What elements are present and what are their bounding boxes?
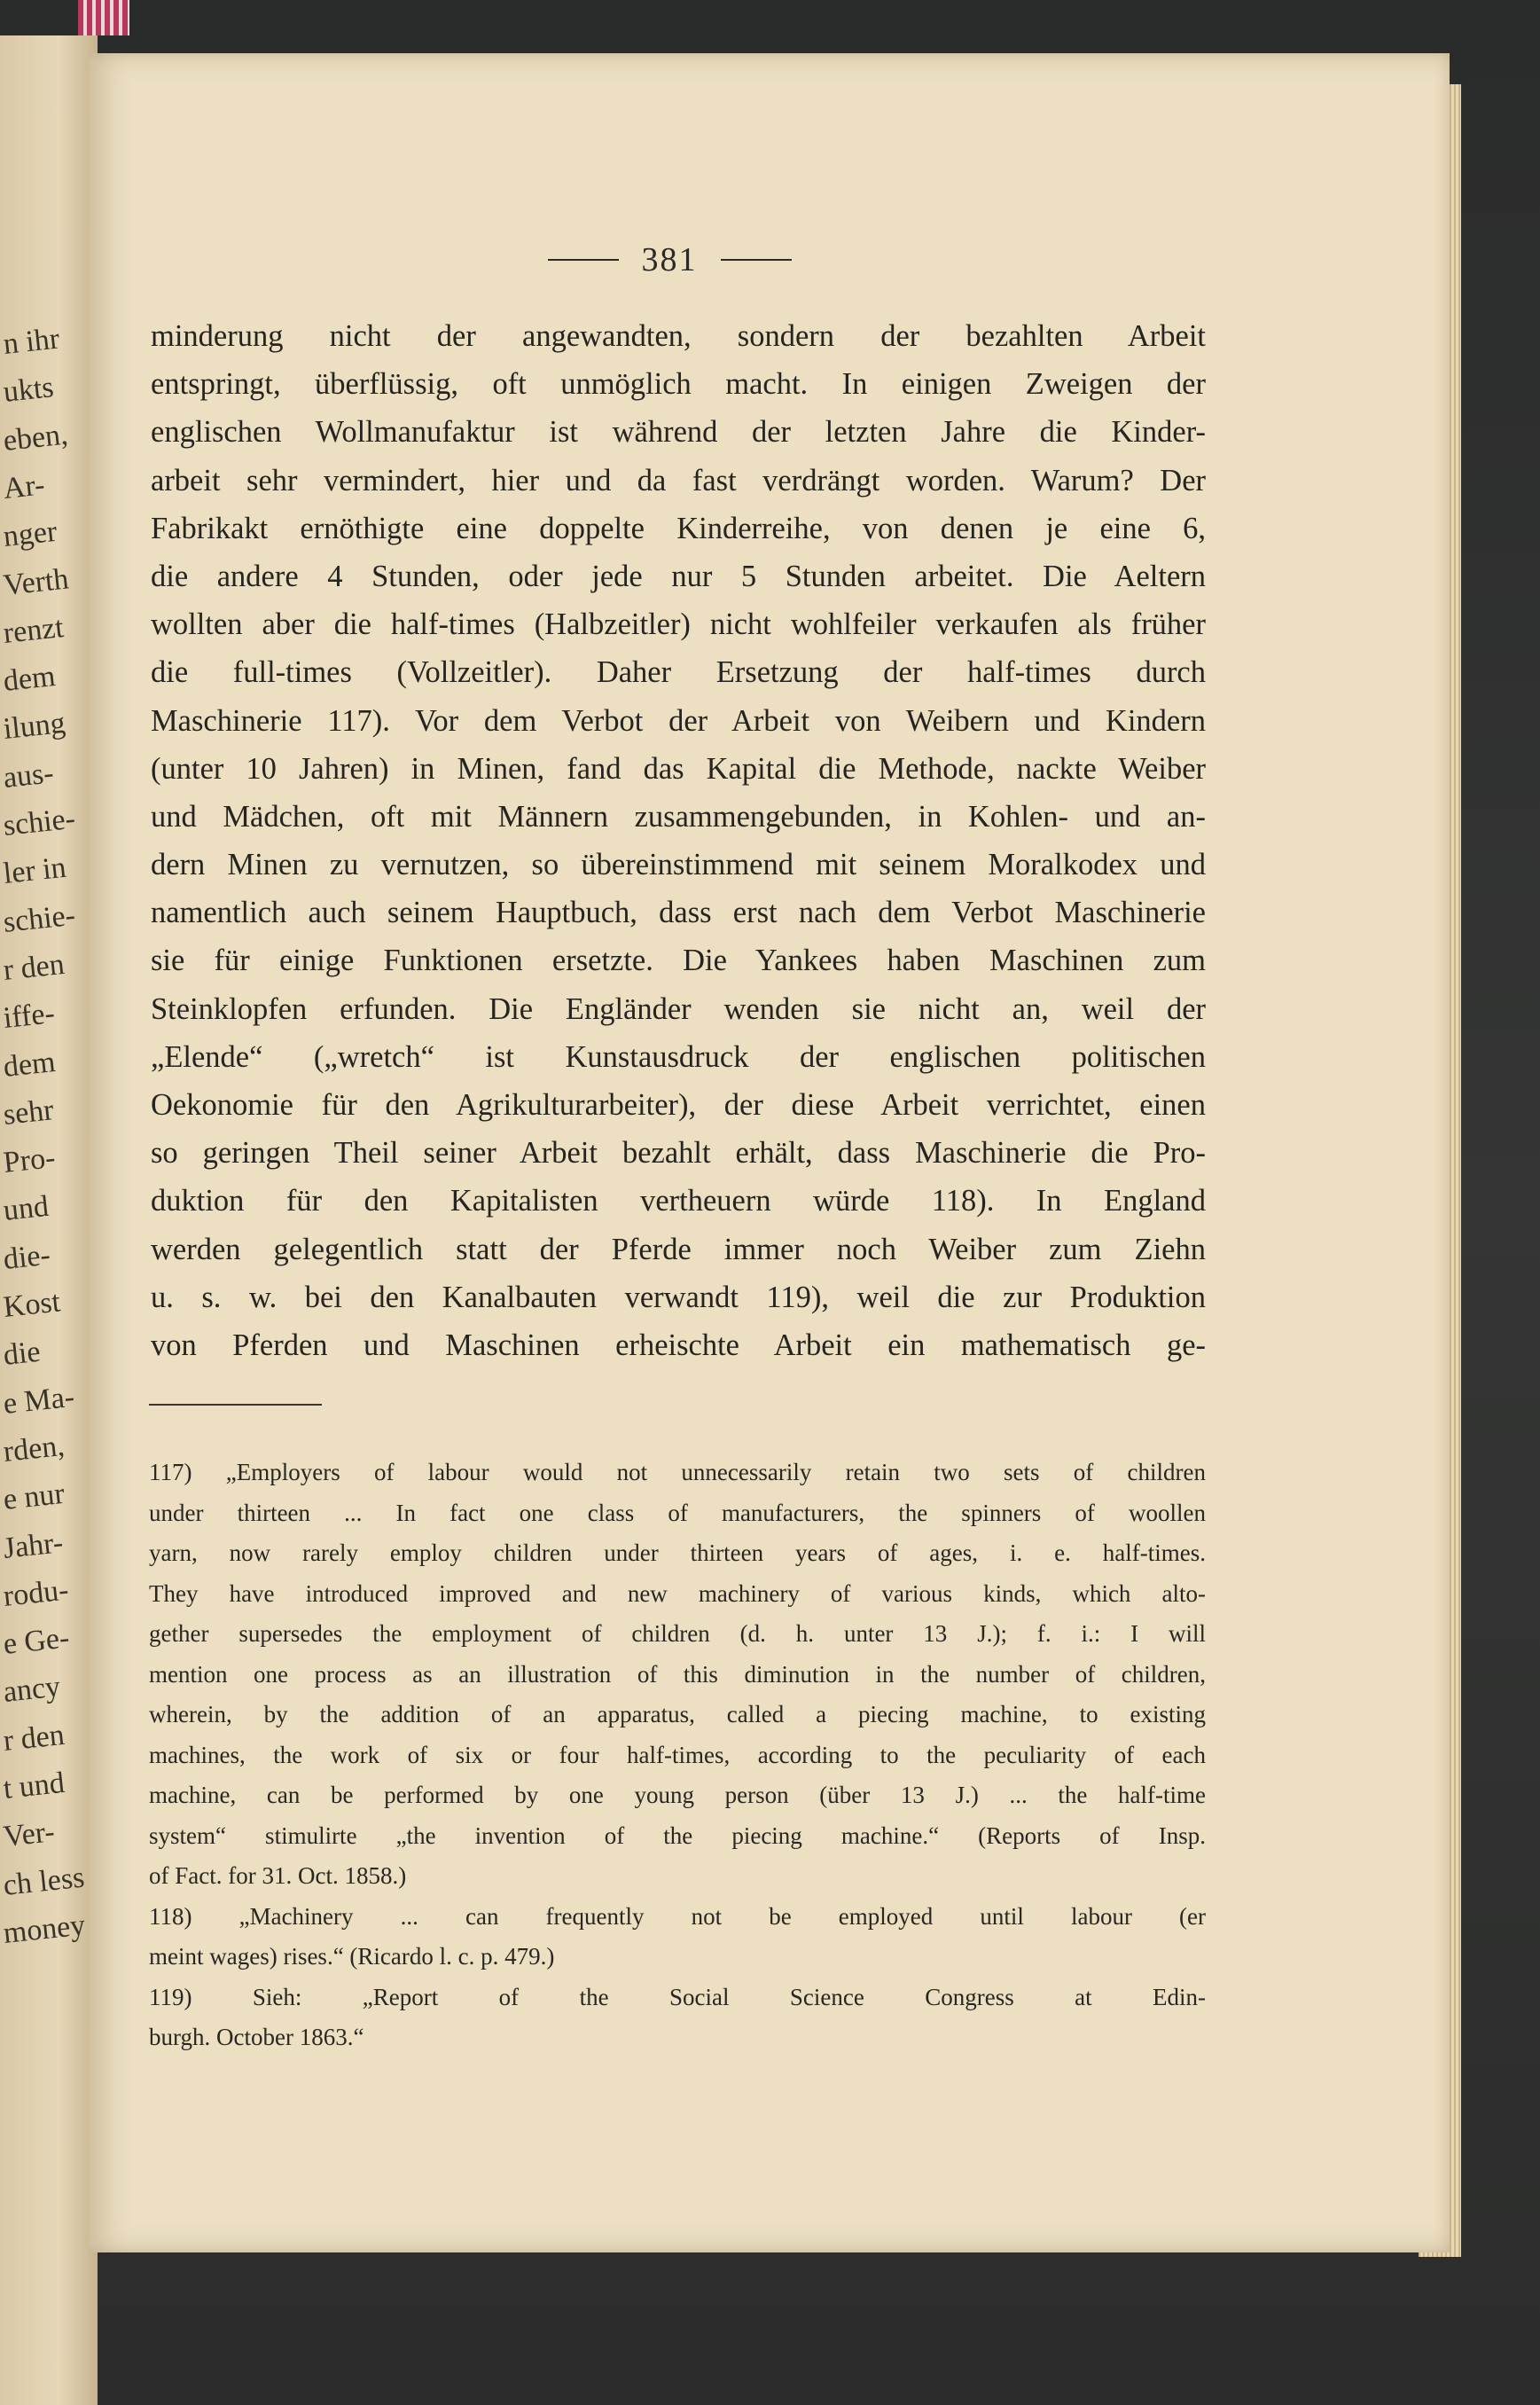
body-line: wollten aber die half-times (Halbzeitler) nicht wohlfeiler verkaufen als früher [151, 607, 1206, 642]
body-line: Steinklopfen erfunden. Die Engländer wenden sie nicht an, weil der [151, 991, 1206, 1026]
page-number: 381 [641, 241, 698, 278]
body-line: entspringt, überflüssig, oft unmöglich macht. In einigen Zweigen der [151, 367, 1206, 402]
facing-page-fragment: e nur [2, 1477, 66, 1517]
footnote-line: under thirteen ... In fact one class of manufacturers, the spinners of woollen [149, 1499, 1206, 1526]
footnote-line: 119) Sieh: „Report of the Social Science Congress at Edin- [149, 1983, 1206, 2010]
facing-page-fragment: e Ma- [2, 1380, 76, 1421]
body-line: Maschinerie 117). Vor dem Verbot der Arbeit von Weibern und Kindern [151, 703, 1206, 738]
facing-page-fragment: Kost [2, 1285, 62, 1324]
footnote-line: meint wages) rises.“ (Ricardo l. c. p. 479.) [149, 1943, 555, 1970]
facing-page-fragment: und [2, 1190, 51, 1228]
facing-page-fragment: ilung [2, 707, 67, 747]
body-line: u. s. w. bei den Kanalbauten verwandt 119), weil die zur Produktion [151, 1280, 1206, 1314]
facing-page-fragment: iffe- [2, 997, 57, 1036]
body-line: werden gelegentlich statt der Pferde immer noch Weiber zum Ziehn [151, 1232, 1206, 1266]
facing-page-fragment: ch less [2, 1861, 86, 1902]
body-line: englischen Wollmanufaktur ist während der letzten Jahre die Kinder- [151, 415, 1206, 450]
body-text [151, 312, 1206, 1369]
facing-page-fragment: Jahr- [2, 1525, 65, 1565]
body-line: Oekonomie für den Agrikulturarbeiter), der diese Arbeit verrichtet, einen [151, 1088, 1206, 1122]
body-line: namentlich auch seinem Hauptbuch, dass erst nach dem Verbot Maschinerie [151, 896, 1206, 930]
footnotes [149, 1453, 1206, 2058]
facing-page-fragment: sehr [2, 1093, 56, 1132]
header-rule-right [721, 259, 792, 261]
footnote-line: 117) „Employers of labour would not unnecessarily retain two sets of children [149, 1459, 1206, 1485]
facing-page-fragment: nger [2, 514, 59, 554]
facing-page-fragment: eben, [2, 418, 70, 458]
facing-page-fragment: ukts [2, 371, 56, 410]
footnote-line: machine, can be performed by one young person (über 13 J.) ... the half-time [149, 1782, 1206, 1808]
footnote-line: mention one process as an illustration of this diminution in the number of children, [149, 1660, 1206, 1688]
footnote-line: system“ stimulirte „the invention of the piecing machine.“ (Reports of Insp. [149, 1821, 1206, 1849]
bookmark-ribbon [78, 0, 129, 35]
facing-page-fragment: rden, [2, 1429, 66, 1469]
footnote-separator [149, 1404, 322, 1406]
footnote-line: 118) „Machinery ... can frequently not be employed until labour (er [149, 1902, 1206, 1930]
footnote-line: gether supersedes the employment of children (d. h. unter 13 J.); f. i.: I will [149, 1620, 1206, 1647]
body-line: Fabrikakt ernöthigte eine doppelte Kinderreihe, von denen je eine 6, [151, 511, 1206, 545]
footnote-line: machines, the work of six or four half-times, according to the peculiarity of each [149, 1741, 1206, 1768]
body-line: und Mädchen, oft mit Männern zusammengebunden, in Kohlen- und an- [151, 799, 1206, 834]
header-rule-left [548, 259, 619, 261]
facing-page-fragment: e Ge- [2, 1621, 72, 1661]
body-line: die full-times (Vollzeitler). Daher Ersetzung der half-times durch [151, 655, 1206, 690]
facing-page-fragment: Pro- [2, 1141, 58, 1179]
body-line: minderung nicht der angewandten, sondern der bezahlten Arbeit [151, 319, 1206, 353]
facing-page-fragment: r den [2, 947, 66, 987]
body-line: arbeit sehr vermindert, hier und da fast verdrängt worden. Warum? Der [151, 463, 1206, 497]
facing-page-fragment: n ihr [2, 322, 61, 361]
facing-page-fragment: schie- [2, 802, 77, 842]
page-header [523, 238, 816, 282]
facing-page-fragment: money [2, 1908, 87, 1950]
body-line: von Pferden und Maschinen erheischte Arbeit ein mathematisch ge- [151, 1328, 1206, 1362]
body-line: sie für einige Funktionen ersetzte. Die Yankees haben Maschinen zum [151, 944, 1206, 978]
facing-page-fragment: rodu- [2, 1573, 71, 1613]
facing-page-fragment: Ver- [2, 1815, 57, 1854]
facing-page-fragment: r den [2, 1718, 66, 1758]
facing-page-fragment: renzt [2, 610, 66, 650]
body-line: duktion für den Kapitalisten vertheuern würde 118). In England [151, 1184, 1206, 1218]
facing-page-fragment: Ar- [2, 468, 47, 505]
facing-page-fragment: schie- [2, 898, 77, 939]
footnote-line: wherein, by the addition of an apparatus, called a piecing machine, to existing [149, 1701, 1206, 1727]
body-line: die andere 4 Stunden, oder jede nur 5 Stunden arbeitet. Die Aeltern [151, 559, 1206, 593]
facing-page-fragment: Verth [2, 561, 71, 602]
facing-page-fragment: ler in [2, 850, 68, 891]
facing-page-fragment: aus- [2, 756, 56, 795]
body-line: (unter 10 Jahren) in Minen, fand das Kapital die Methode, nackte Weiber [151, 751, 1206, 786]
footnote-line: yarn, now rarely employ children under thirteen years of ages, i. e. half-times. [149, 1539, 1206, 1566]
facing-page-edge [0, 35, 98, 2405]
facing-page-fragment: ancy [2, 1670, 62, 1710]
footnote-line: burgh. October 1863.“ [149, 2024, 364, 2050]
facing-page-fragment: dem [2, 1045, 58, 1084]
footnote-line: of Fact. for 31. Oct. 1858.) [149, 1862, 407, 1889]
body-line: so geringen Theil seiner Arbeit bezahlt erhält, dass Maschinerie die Pro- [151, 1136, 1206, 1171]
facing-page-fragment: dem [2, 660, 58, 698]
footnote-line: They have introduced improved and new machinery of various kinds, which alto- [149, 1579, 1206, 1607]
facing-page-fragment: die [2, 1336, 43, 1373]
facing-page-fragment: die- [2, 1238, 52, 1276]
facing-page-fragment: t und [2, 1766, 66, 1806]
body-line: dern Minen zu vernutzen, so übereinstimmend mit seinem Moralkodex und [151, 848, 1206, 882]
body-line: „Elende“ („wretch“ ist Kunstausdruck der englischen politischen [151, 1039, 1206, 1074]
